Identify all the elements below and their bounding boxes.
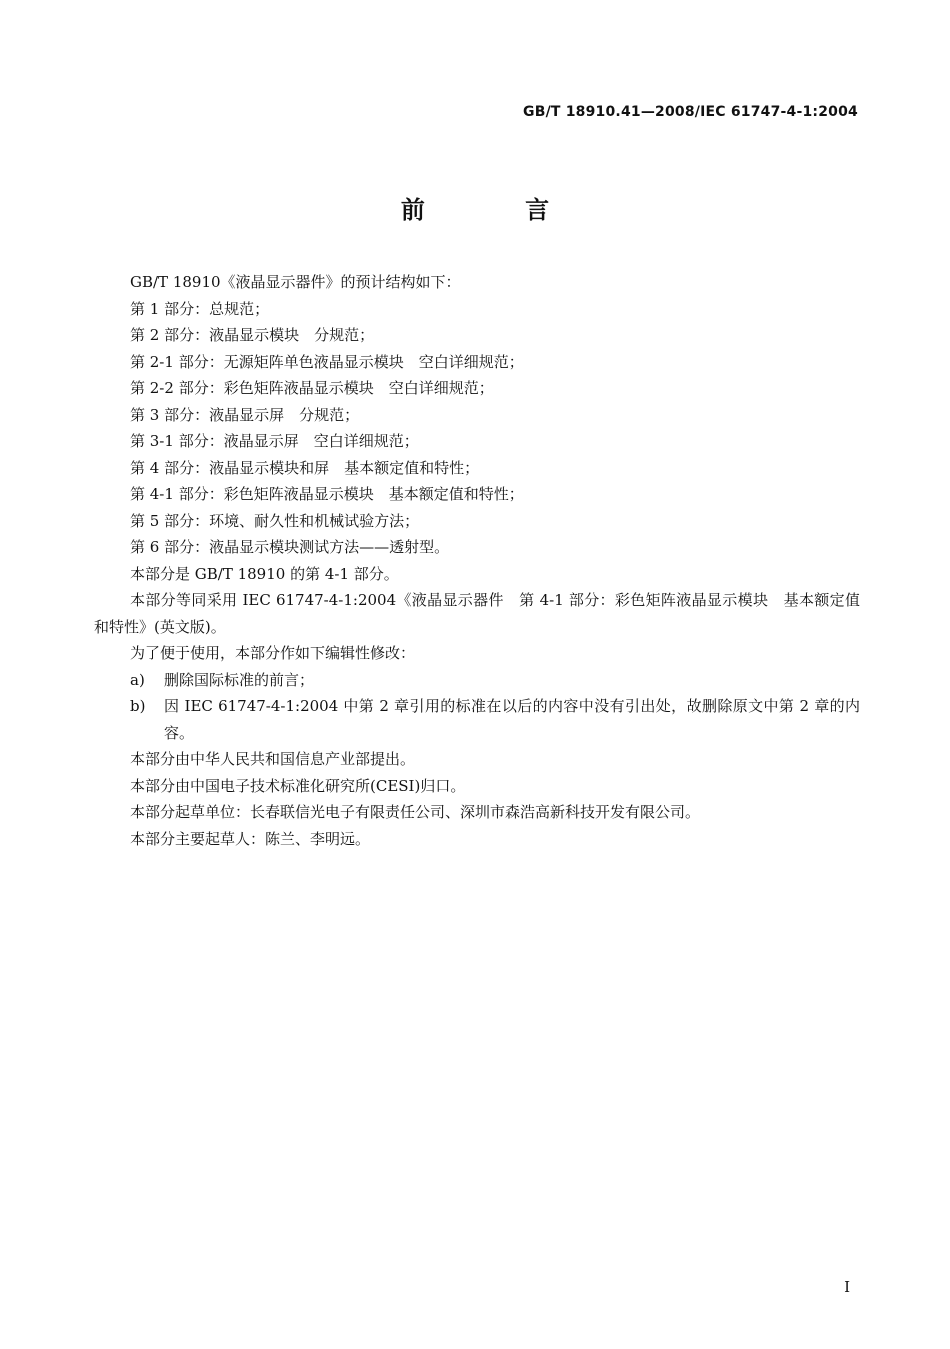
part-list-item: 第 4 部分：液晶显示模块和屏 基本额定值和特性； [130, 458, 480, 477]
drafting-units-paragraph: 本部分起草单位：长春联信光电子有限责任公司、深圳市森浩高新科技开发有限公司。 [130, 803, 701, 821]
part-list-item: 第 6 部分：液晶显示模块测试方法——透射型。 [130, 538, 450, 556]
part-list-item: 第 2-2 部分：彩色矩阵液晶显示模块 空白详细规范； [130, 379, 494, 397]
modification-text: 删除国际标准的前言； [164, 670, 315, 689]
part-list-item: 第 2 部分：液晶显示模块 分规范； [130, 326, 375, 344]
part-list-item: 第 4-1 部分：彩色矩阵液晶显示模块 基本额定值和特性； [130, 485, 524, 503]
centralized-by-paragraph: 本部分由中国电子技术标准化研究所(CESI)归口。 [130, 776, 466, 795]
standard-code-header: GB/T 18910.41—2008/IEC 61747-4-1:2004 [523, 104, 858, 120]
this-part-paragraph: 本部分是 GB/T 18910 的第 4-1 部分。 [130, 564, 399, 583]
modification-item [94, 667, 860, 694]
editorial-intro-paragraph: 为了便于使用，本部分作如下编辑性修改： [130, 644, 416, 662]
page-number: I [844, 1278, 850, 1296]
intro-paragraph: GB/T 18910《液晶显示器件》的预计结构如下： [130, 273, 461, 291]
adoption-paragraph: 本部分等同采用 IEC 61747-4-1:2004《液晶显示器件 第 4-1 部分：彩色矩阵液晶显示模块 基本额定值和特性》(英文版)。 [94, 591, 860, 636]
page-title: 前 言 [400, 196, 596, 224]
modification-text: 因 IEC 61747-4-1:2004 中第 2 章引用的标准在以后的内容中没有引出处，故删除原文中第 2 章的内容。 [164, 697, 860, 742]
part-list-item: 第 3 部分：液晶显示屏 分规范； [130, 405, 360, 424]
modification-marker: a) [130, 670, 145, 689]
part-list-item: 第 3-1 部分：液晶显示屏 空白详细规范； [130, 432, 419, 450]
modification-marker: b) [130, 697, 146, 715]
drafters-paragraph: 本部分主要起草人：陈兰、李明远。 [130, 829, 371, 848]
modification-item [94, 693, 860, 746]
foreword-body [94, 269, 860, 852]
part-list-item: 第 5 部分：环境、耐久性和机械试验方法； [130, 511, 420, 530]
part-list-item: 第 1 部分：总规范； [130, 299, 270, 318]
part-list-item: 第 2-1 部分：无源矩阵单色液晶显示模块 空白详细规范； [130, 352, 524, 371]
proposed-by-paragraph: 本部分由中华人民共和国信息产业部提出。 [130, 750, 416, 768]
